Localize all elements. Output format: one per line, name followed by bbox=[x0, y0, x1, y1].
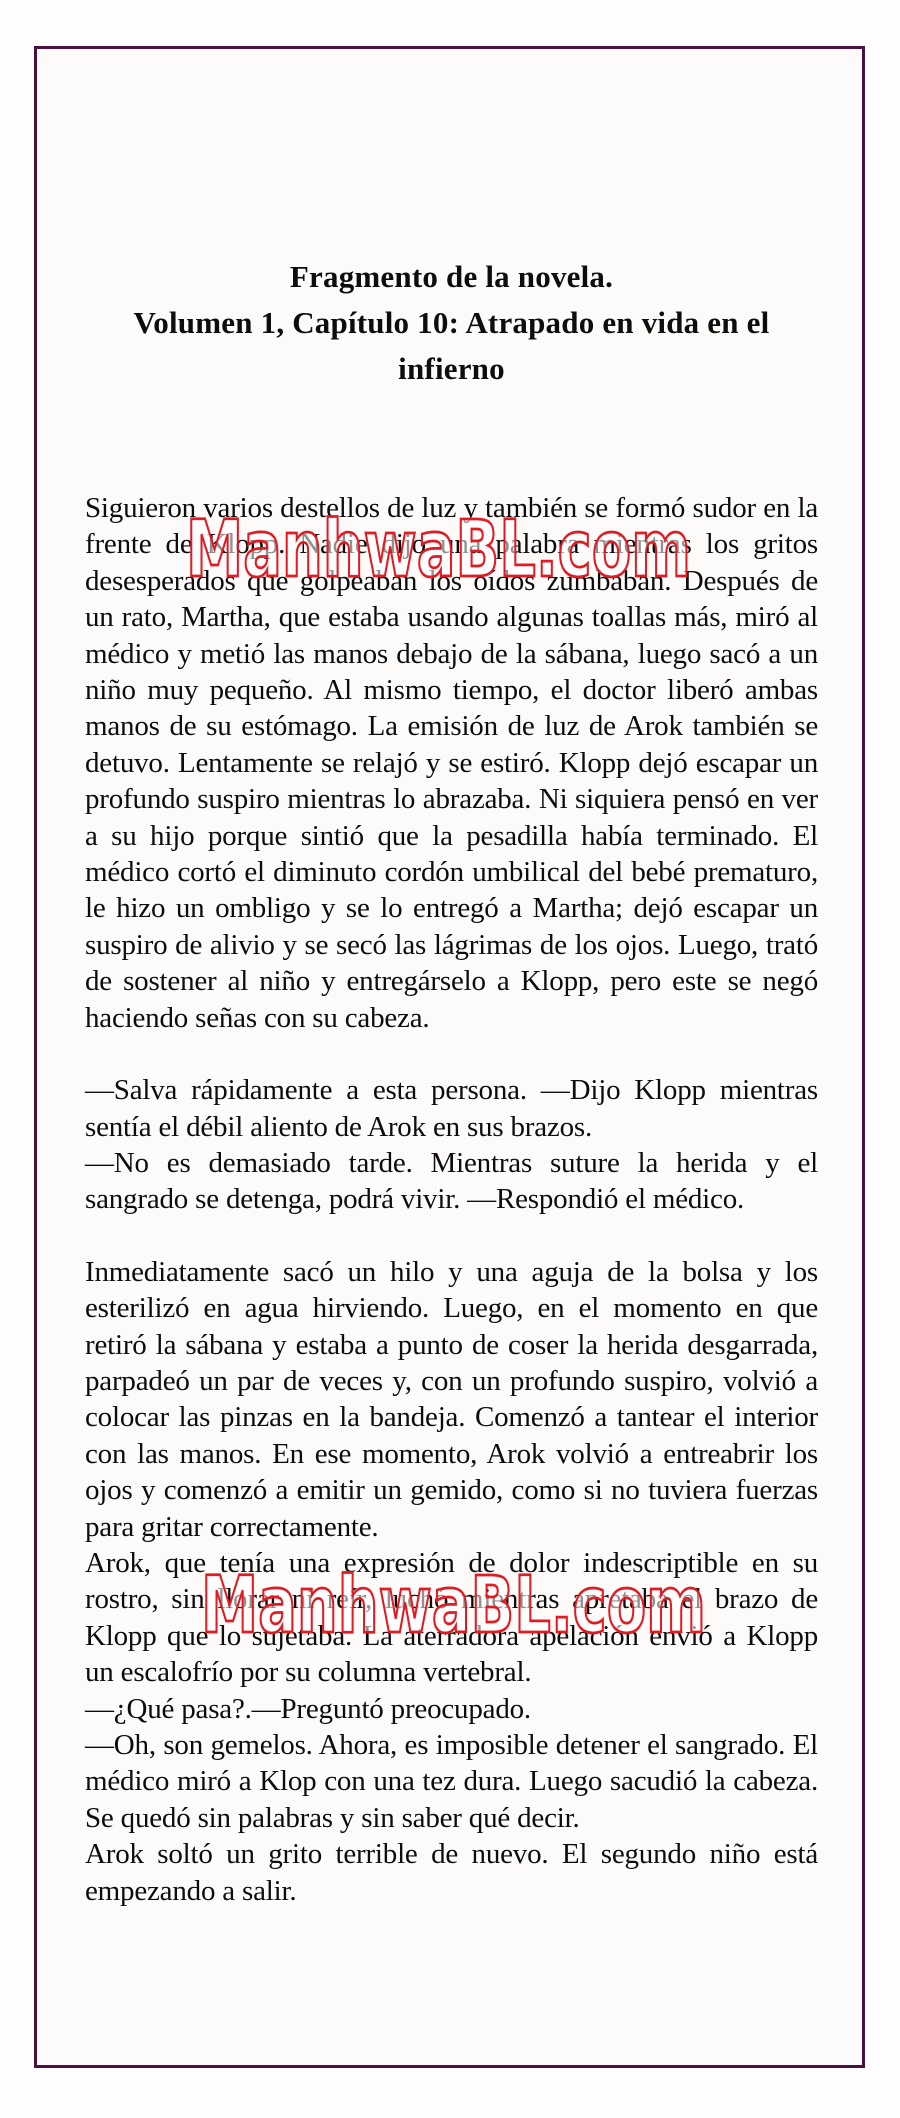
paragraph: Arok soltó un grito terrible de nuevo. El segundo niño está empezando a salir. bbox=[85, 1838, 818, 1907]
page-frame bbox=[34, 46, 865, 2068]
paragraph: Arok, que tenía una expresión de dolor indescriptible en su rostro, sin llorar ni reír, luchó mientras apretaba el brazo de Klopp que lo sujetaba. La aterradora apelación envió a Klopp un escalofrío por su columna vertebral. bbox=[85, 1546, 818, 1689]
paragraph: Siguieron varios destellos de luz y también se formó sudor en la frente de Klopp. Nadie dijo una palabra mientras los gritos desesperados que golpeaban los oídos zumbaban. Después de un rato, Martha, que estaba usando algunas toallas más, miró al médico y metió las manos debajo de la sábana, luego sacó a un niño muy pequeño. Al mismo tiempo, el doctor liberó ambas manos de su estómago. La emisión de luz de Arok también se detuvo. Lentamente se relajó y se estiró. Klopp dejó escapar un profundo suspiro mientras lo abrazaba. Ni siquiera pensó en ver a su hijo porque sintió que la pesadilla había terminado. El médico cortó el diminuto cordón umbilical del bebé prematuro, le hizo un ombligo y se lo entregó a Martha; dejó escapar un suspiro de alivio y se secó las lágrimas de los ojos. Luego, trató de sostener al niño y entregárselo a Klopp, pero este se negó haciendo señas con su cabeza. bbox=[85, 492, 818, 1034]
paragraph: —Salva rápidamente a esta persona. —Dijo Klopp mientras sentía el débil aliento de Arok en sus brazos. bbox=[85, 1074, 818, 1143]
paragraph: —No es demasiado tarde. Mientras suture la herida y el sangrado se detenga, podrá vivir. —Respondió el médico. bbox=[85, 1146, 818, 1216]
chapter-title-line1: Fragmento de la novela. bbox=[289, 259, 614, 294]
chapter-title bbox=[85, 254, 818, 392]
paragraph: Inmediatamente sacó un hilo y una aguja de la bolsa y los esterilizó en agua hirviendo. Luego, en el momento en que retiró la sábana y estaba a punto de coser la herida desgarrada, parpadeó un par de veces y, con un profundo suspiro, volvió a colocar las pinzas en la bandeja. Comenzó a tantear el interior con las manos. En ese momento, Arok volvió a entreabrir los ojos y comenzó a emitir un gemido, como si no tuviera fuerzas para gritar correctamente. bbox=[85, 1255, 818, 1543]
paragraph: —Oh, son gemelos. Ahora, es imposible detener el sangrado. El médico miró a Klop con una tez dura. Luego sacudió la cabeza. Se quedó sin palabras y sin saber qué decir. bbox=[85, 1729, 818, 1834]
paragraph: —¿Qué pasa?.—Preguntó preocupado. bbox=[85, 1692, 531, 1725]
page-content bbox=[85, 49, 818, 1909]
watermark-text: ManhwaBL.com bbox=[201, 1561, 706, 1651]
novel-body-text bbox=[85, 490, 818, 1909]
chapter-title-line2: Volumen 1, Capítulo 10: Atrapado en vida en el infierno bbox=[133, 305, 770, 386]
watermark-text: ManhwaBL.com bbox=[186, 505, 691, 595]
